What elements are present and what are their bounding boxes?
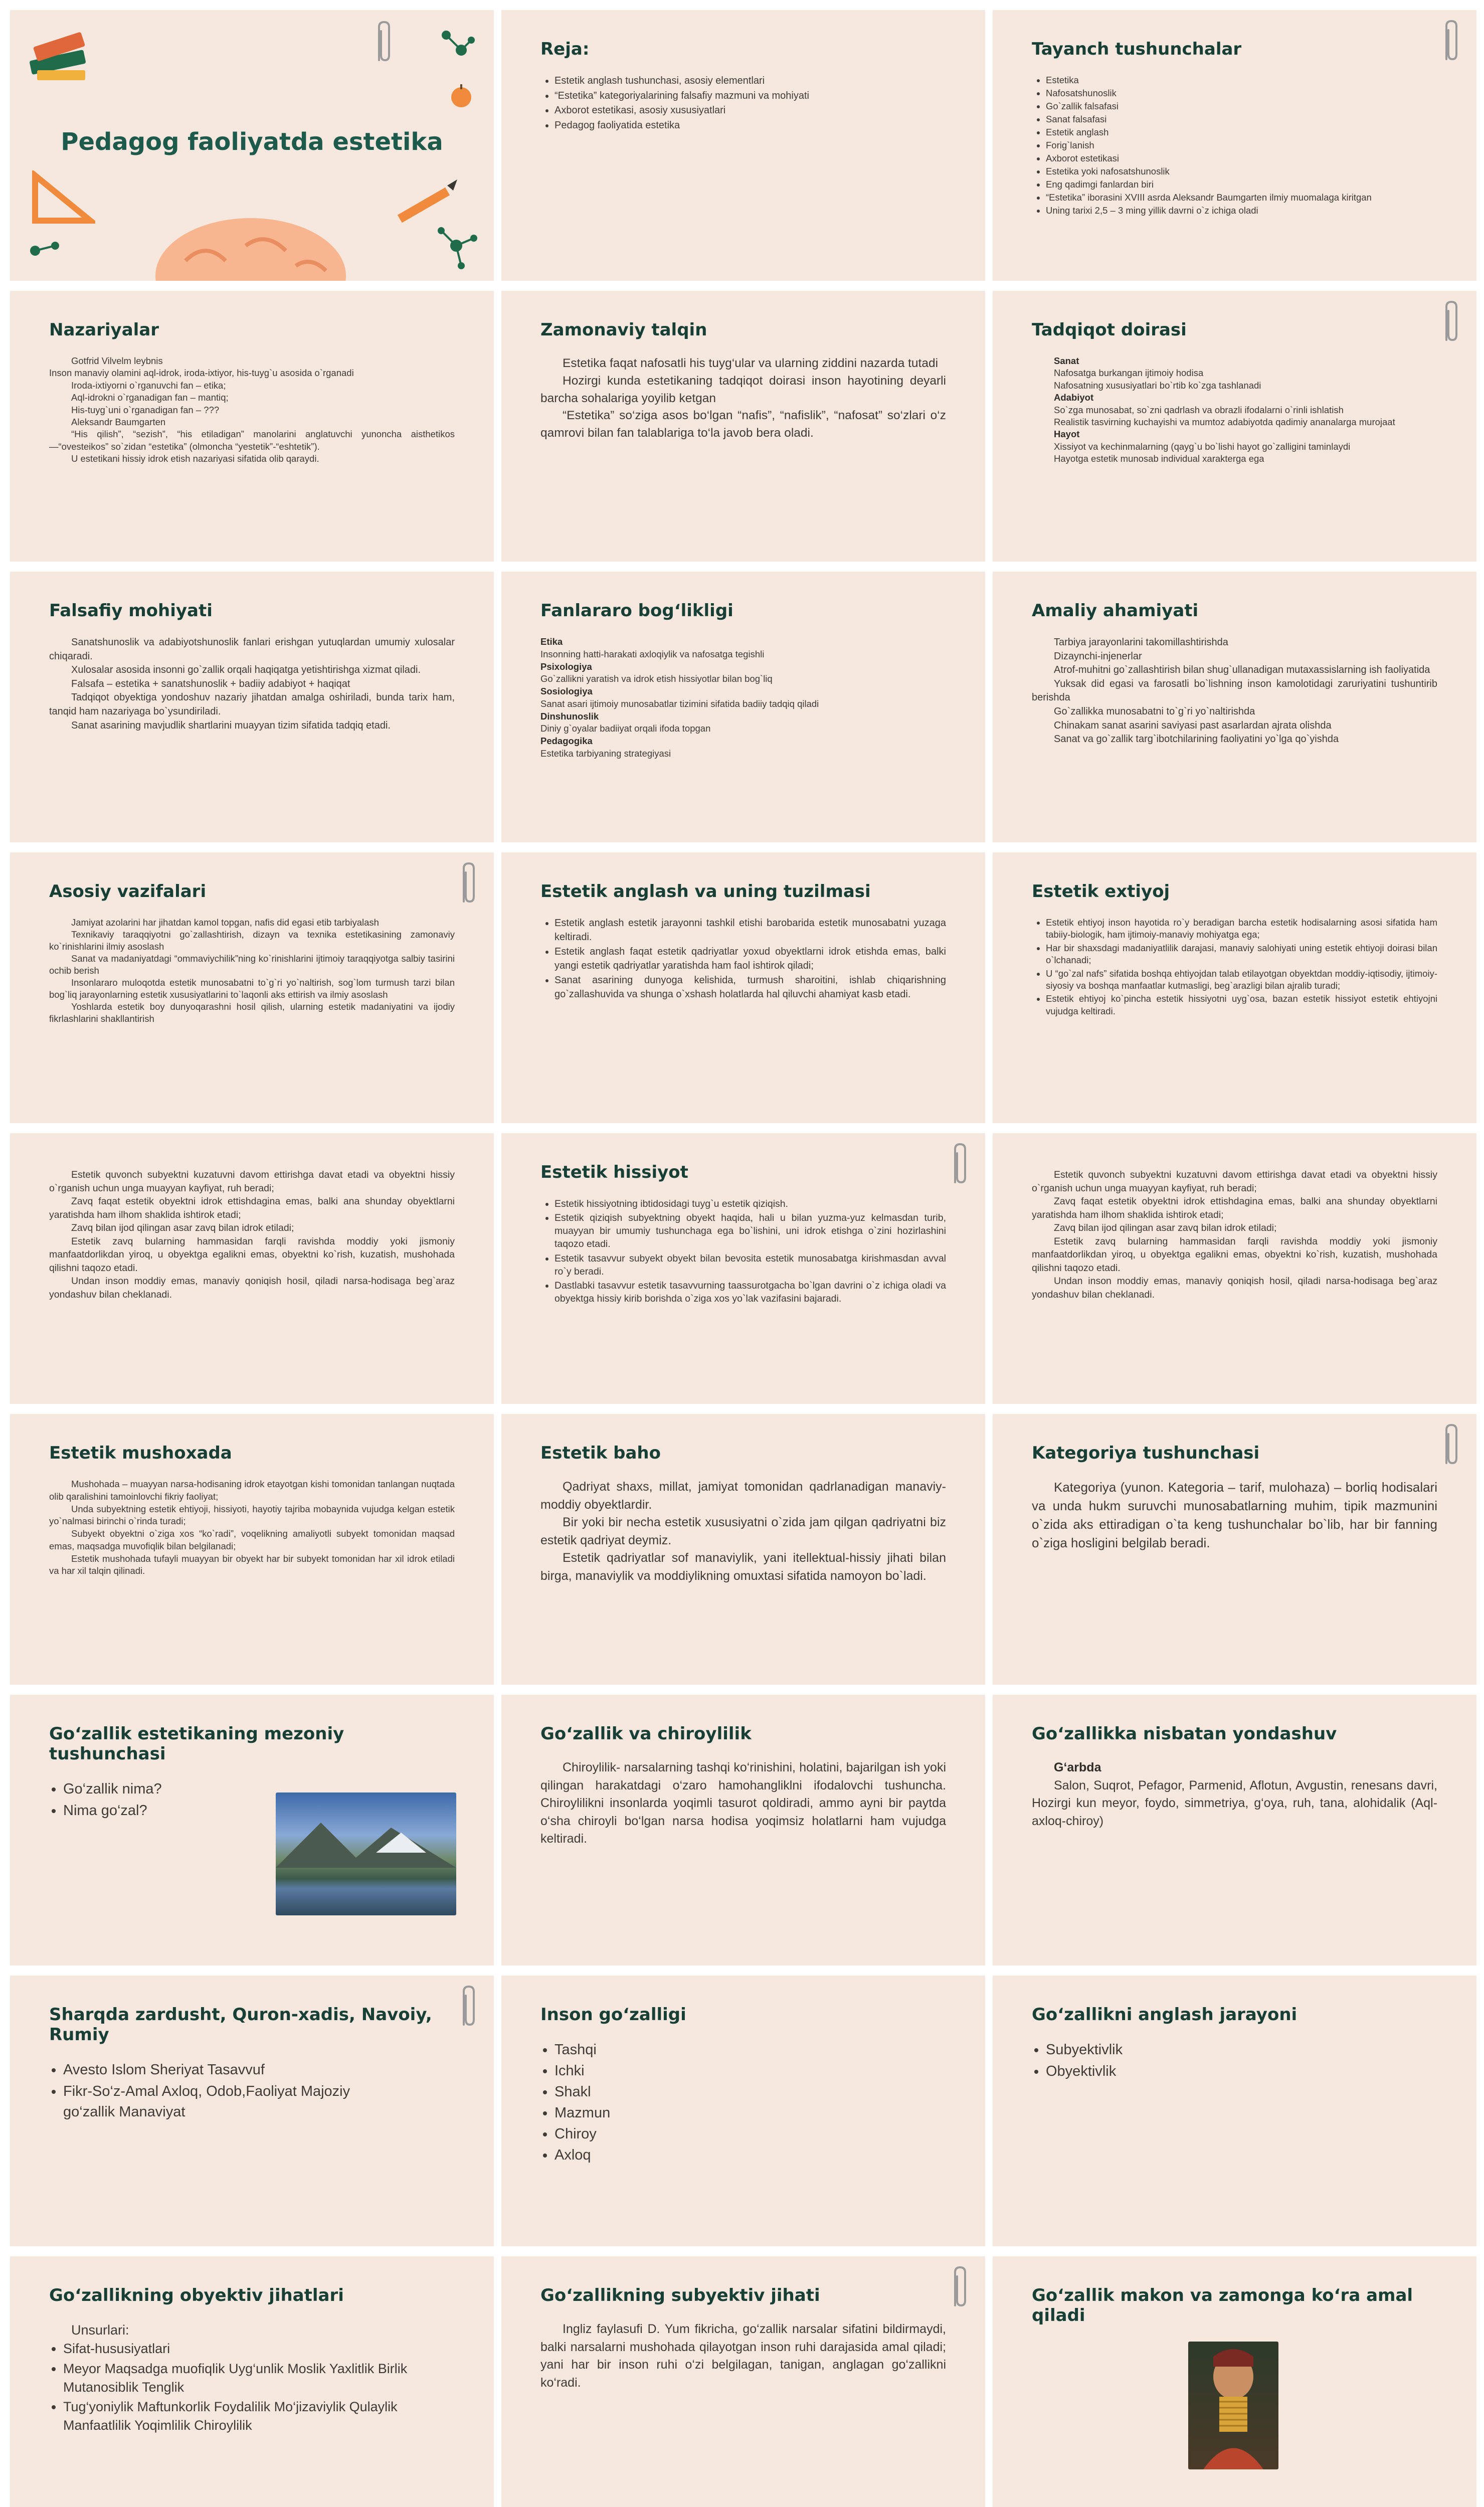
slide-body: Etika Insonning hatti-harakati axloqiylik va nafosatga tegishli Psixologiya Go`zallikni yaratish va idrok etish hissiyotlar bilan bog`liq Sosiologiya Sanat asari ijtimoiy munosabatlar tizimini sifatida badiiy tadqiq qiladi Dinshunoslik Diniy g`oyalar badiiyat orqali ifoda topgan Pedagogika Estetika tarbiyaning strategiyasi — [540, 636, 819, 759]
slide-title: Inson go‘zalligi — [540, 2005, 686, 2025]
paperclip-icon — [1438, 300, 1462, 343]
slide-estetik-extiyoj — [993, 852, 1476, 1123]
list-item: • Estetika yoki nafosatshunoslik — [1046, 165, 1437, 177]
list-item: • Ichki — [554, 2061, 946, 2081]
paperclip-icon — [947, 1142, 971, 1185]
bullet-list — [540, 74, 946, 132]
slide-cover — [10, 10, 494, 281]
slide-body: Kategoriya (yunon. Kategoria – tarif, mulohaza) – borliq hodisalari va unda hukm suruvchi munosabatlarning muhim, tipik mazmunini o`zida aks ettiradigan o`ta keng tushunchalar bo`lib, har bir fanning o`ziga hosligini belgilab beradi. — [1032, 1480, 1437, 1550]
slide-body: Estetik quvonch subyektni kuzatuvni davom ettirishga davat etadi va obyektni hissiy o`rganish uchun unga muayyan kayfiyat, ruh beradi; Zavq faqat estetik obyektni idrok ettishdagina emas, balki ana shunday obyektlarni yaratishda ham ilhom shaklida ishtirok etadi; Zavq bilan ijod qilingan asar zavq bilan idrok etiladi; Estetik zavq bularning hammasidan farqli ravishda moddiy yoki jismoniy manfaatdorlikdan yiroq, u obyektga egalikni emas, obyektni ko`rish, kuzatish, mushohada qilishni taqozo etadi. Undan inson moddiy emas, manaviy qoniqish hosil, qiladi narsa-hodisaga beg`araz yondashuv bilan cheklanadi. — [49, 1169, 455, 1300]
slide-estetik-anglash — [501, 852, 985, 1123]
slide-body: Estetik quvonch subyektni kuzatuvni davom ettirishga davat etadi va obyektni hissiy o`rganish uchun unga muayyan kayfiyat, ruh beradi; Zavq faqat estetik obyektni idrok ettishdagina emas, balki ana shunday obyektlarni yaratishda ham ilhom shaklida ishtirok etadi; Zavq bilan ijod qilingan asar zavq bilan idrok etiladi; Estetik zavq bularning hammasidan farqli ravishda moddiy yoki jismoniy manfaatdorlikdan yiroq, u obyektga egalikni emas, obyektni ko`rish, kuzatish, mushohada qilishni taqozo etadi. Undan inson moddiy emas, manaviy qoniqish hosil, qiladi narsa-hodisaga beg`araz yondashuv bilan cheklanadi. — [1032, 1169, 1437, 1300]
slide-fanlararo — [501, 572, 985, 842]
slide-tayanch — [993, 10, 1476, 281]
list-item: • Estetik hissiyotning ibtidosidagi tuyg`u estetik qiziqish. — [554, 1197, 946, 1210]
list-item: • Har bir shaxsdagi madaniyatlilik darajasi, manaviy salohiyati uning estetik ehtiyoji doirasi bilan o`lchanadi; — [1046, 942, 1437, 967]
list-item: • “Estetika” iborasini XVIII asrda Aleksandr Baumgarten ilmiy muomalaga kiritgan — [1046, 192, 1437, 204]
bullet-list — [540, 917, 946, 1002]
bullet-list — [1032, 74, 1437, 217]
slide-body: Unsurlari: — [71, 2322, 129, 2338]
list-item: • Go‘zallik nima? — [63, 1779, 455, 1800]
slide-tadqiqot-doirasi — [993, 291, 1476, 562]
slide-estetik-quvonch-2 — [993, 1133, 1476, 1404]
list-item: • Estetik anglash faqat estetik qadriyatlar yoxud obyektlarni idrok etishda emas, balki yangi estetik qadriyatlar yaratishda ham faol ishtirok qiladi; — [554, 945, 946, 973]
slide-title: Estetik extiyoj — [1032, 881, 1170, 902]
list-item: • “Estetika” kategoriyalarining falsafiy mazmuni va mohiyati — [554, 89, 946, 103]
list-item: • Meyor Maqsadga muofiqlik Uyg‘unlik Moslik Yaxlitlik Birlik Mutanosiblik Tenglik — [63, 2360, 455, 2397]
ruler-triangle-icon — [30, 170, 95, 226]
paperclip-icon — [456, 1985, 480, 2028]
list-item: • Obyektivlik — [1046, 2061, 1437, 2082]
slide-title: Go‘zallik va chiroylilik — [540, 1724, 752, 1744]
list-item: • Estetik qiziqish subyektning obyekt haqida, hali u bilan yuzma-yuz kelmasdan turib, muayyan bir umumiy tushunchaga ega bo`lishini, uni idrok etishga o`zini hozirlashini taqozo etadi. — [554, 1211, 946, 1250]
slide-body: Chiroylilik- narsalarning tashqi ko‘rinishini, holatini, bajarilgan ish yoki qilingan harakatdagi o‘zaro hamohangliklni ifodalovchi tushuncha. Chiroylilikni insonlarda yoqimli tasurot qoldiradi, ammo ayni bir paytda o‘sha chiroyli bo‘lgan narsa hodisa yoqimsiz holatlarni ham vujudga keltiradi. — [540, 1760, 946, 1846]
paperclip-icon — [1438, 19, 1462, 62]
books-icon — [25, 25, 90, 85]
slide-title: Go‘zallik estetikaning mezoniy tushunchasi — [49, 1724, 344, 1764]
slide-gozallik-yondashuv — [993, 1695, 1476, 1965]
slide-title: Estetik hissiyot — [540, 1162, 688, 1182]
slide-title: Zamonaviy talqin — [540, 320, 707, 340]
slide-gozallik-mezoniy — [10, 1695, 494, 1965]
list-item: • Estetik ehtiyoj ko`pincha estetik hissiyotni uyg`osa, bazan estetik hissiyot estetik ehtiyojni vujudga keltiradi. — [1046, 993, 1437, 1017]
slide-title: Go‘zallikni anglash jarayoni — [1032, 2005, 1297, 2025]
slide-body: Estetika faqat nafosatli his tuyg‘ular va ularning ziddini nazarda tutadi Hozirgi kunda estetikaning tadqiqot doirasi inson hayotining deyarli barcha sohalariga yoyilib ketgan “Estetika” so‘ziga asos bo‘lgan “nafis”, “nafislik”, “nafosat” so‘zlari o‘z qamrovi bilan fan talablariga to‘la javob bera oladi. — [540, 356, 946, 440]
slide-inson-gozalligi — [501, 1976, 985, 2246]
slide-title: Tayanch tushunchalar — [1032, 39, 1242, 59]
list-item: • Go`zallik falsafasi — [1046, 100, 1437, 112]
list-item: • Axborot estetikasi, asosiy xususiyatlari — [554, 104, 946, 118]
slide-obyektiv-jihatlari — [10, 2256, 494, 2507]
slide-title: Go‘zallikning subyektiv jihati — [540, 2285, 820, 2305]
list-item: • U “go`zal nafs” sifatida boshqa ehtiyojdan talab etilayotgan obyektdan moddiy-iqtisodiy, ijtimoiy-siyosiy va boshqa manfaatlar kutmasligi, beg`arazligi bilan ajralib turadi; — [1046, 968, 1437, 992]
slide-title: Reja: — [540, 39, 590, 59]
slide-body: Gotfrid Vilvelm leybnis Inson manaviy olamini aql-idrok, iroda-ixtiyor, his-tuyg`u asosida o`rganadi Iroda-ixtiyorni o`rganuvchi fan – etika; Aql-idrokni o`rganadigan fan – mantiq; His-tuyg`uni o`rganadigan fan – ??? Aleksandr Baumgarten “His qilish”, “sezish”, “his etiladigan” manolarini anglatuvchi yunoncha aisthetikos—“ovesteikos” so`zidan “estetika” (olmoncha “yestetik”-“eshtetik”). U estetikani hissiy idrok etish nazariyasi sifatida olib qaraydi. — [49, 355, 455, 464]
slide-body: G‘arbda Salon, Suqrot, Pefagor, Parmenid, Aflotun, Avgustin, renesans davri, Hozirgi kun meyor, foydo, simmetriya, g‘oya, ruh, tana, alohidalik (Aql-axloq-chiroy) — [1032, 1760, 1437, 1828]
list-item: • Chiroy — [554, 2124, 946, 2144]
slide-gozallikni-anglash — [993, 1976, 1476, 2246]
slide-body: Qadriyat shaxs, millat, jamiyat tomonidan qadrlanadigan manaviy-moddiy obyektlardir. Bir yoki bir necha estetik xususiyatni o`zida jam qilgan qadriyatni biz estetik qadriyat deymiz. Estetik qadriyatlar sof manaviylik, yani itellektual-hissiy jihati bilan birga, manaviylik va moddiylikning omuxtasi sifatida namoyon bo`ladi. — [540, 1480, 946, 1583]
slide-subyektiv-jihati — [501, 2256, 985, 2507]
list-item: • Dastlabki tasavvur estetik tasavvurning taassurotgacha bo`lgan davrini o`z ichiga oladi va obyektga hissiy kirib borishda o`ziga xos yo`lak vazifasini bajaradi. — [554, 1279, 946, 1305]
slide-body: Tarbiya jarayonlarini takomillashtirishda Dizaynchi-injenerlar Atrof-muhitni go`zallashtirish bilan shug`ullanadigan mutaxassislarning ish faoliyatida Yuksak did egasi va farosatli bo`lishning inson kamolotidagi zaruriyatini tushuntirib berishda Go`zallikka munosabatni to`g`ri yo`naltirishda Chinakam sanat asarini saviyasi past asarlardan ajrata olishda Sanat va go`zallik targ`ibotchilarining faoliyatini yo`lga qo`yishda — [1032, 637, 1437, 745]
list-item: • Estetik ehtiyoj inson hayotida ro`y beradigan barcha estetik hodisalarning asosi sifatida ham tabiiy-biologik, ham ijtimoiy-manaviy mohiyatga ega; — [1046, 917, 1437, 941]
slide-title: Fanlararo bog‘likligi — [540, 601, 733, 621]
slide-body: Sanatshunoslik va adabiyotshunoslik fanlari erishgan yutuqlardan umumiy xulosalar chiqaradi. Xulosalar asosida insonni go`zallik orqali haqiqatga yetishtirishga xizmat qiladi. Falsafa – estetika + sanatshunoslik + badiiy adabiyot + haqiqat Tadqiqot obyektiga yondoshuv nazariy jihatdan amalga oshiriladi, bunda tarix ham, tanqid ham nazariyaga bo`ysundiriladi. Sanat asarining mavjudlik shartlarini muayyan tizim sifatida tadqiq etadi. — [49, 637, 455, 731]
paperclip-icon — [1438, 1423, 1462, 1466]
slide-title: Amaliy ahamiyati — [1032, 601, 1199, 621]
slide-reja — [501, 10, 985, 281]
slide-gozallik-chiroylilik — [501, 1695, 985, 1965]
slide-title: Estetik baho — [540, 1443, 661, 1463]
list-item: • Estetik anglash estetik jarayonni tashkil etishi barobarida estetik munosabatni yuzaga keltiradi. — [554, 917, 946, 944]
paperclip-icon — [456, 861, 480, 905]
slide-amaliy-ahamiyati — [993, 572, 1476, 842]
paperclip-icon — [947, 2265, 971, 2308]
slide-title: Sharqda zardusht, Quron-xadis, Navoiy, Rumiy — [49, 2005, 432, 2045]
molecule-icon-3 — [431, 221, 481, 271]
list-item: • Estetik anglash — [1046, 126, 1437, 138]
slide-body: Ingliz faylasufi D. Yum fikricha, go‘zallik narsalar sifatini bildirmaydi, balki narsalarni mushohada qilayotgan inson ruhi darajasida amal qiladi; yani har bir inson ruhi o‘zi belgilagan, tanigan, anglagan go‘zallikni ko‘radi. — [540, 2322, 946, 2390]
bullet-list — [1032, 2040, 1437, 2082]
slide-estetik-quvonch — [10, 1133, 494, 1404]
slide-title: Go‘zallik makon va zamonga ko‘ra amal qiladi — [1032, 2285, 1413, 2325]
cover-title: Pedagog faoliyatda estetika — [61, 128, 443, 156]
list-item: • Eng qadimgi fanlardan biri — [1046, 178, 1437, 191]
slide-title: Falsafiy mohiyati — [49, 601, 213, 621]
list-item: • Tug‘yoniylik Maftunkorlik Foydalilik Mo‘jizaviylik Qulaylik Manfaatlilik Yoqimlilik Chiroylilik — [63, 2398, 455, 2435]
list-item: • Sanat falsafasi — [1046, 113, 1437, 125]
apple-icon — [446, 80, 476, 110]
slide-title: Tadqiqot doirasi — [1032, 320, 1187, 340]
bullet-list — [49, 2060, 384, 2123]
slide-title: Nazariyalar — [49, 320, 159, 340]
slide-body: Sanat Nafosatga burkangan ijtimoiy hodisa Nafosatning xususiyatlari bo`rtib ko`zga tashlanadi Adabiyot So`zga munosabat, so`zni qadrlash va obrazli ifodalarni o`rinli ishlatish Realistik tasvirning kuchayishi va mumtoz adabiyotda qadimiy ananalarga murojaat Hayot Xissiyot va kechinmalarning (qayg`u bo`lishi hayot go`zalligini taminlaydi Hayotga estetik munosab individual xarakterga ega — [1054, 355, 1395, 464]
slide-estetik-hissiyot — [501, 1133, 985, 1404]
list-item: • Estetika — [1046, 74, 1437, 86]
slide-title: Asosiy vazifalari — [49, 881, 207, 902]
list-item: • Shakl — [554, 2082, 946, 2102]
bullet-list — [49, 2340, 455, 2435]
list-item: • Subyektivlik — [1046, 2040, 1437, 2060]
slide-title: Go‘zallikning obyektiv jihatlari — [49, 2285, 344, 2305]
list-item: • Avesto Islom Sheriyat Tasavvuf — [63, 2060, 384, 2080]
list-item: • Nafosatshunoslik — [1046, 87, 1437, 99]
slide-makon-zamon — [993, 2256, 1476, 2507]
slide-nazariyalar — [10, 291, 494, 562]
slide-asosiy-vazifalari — [10, 852, 494, 1123]
list-item: • Uning tarixi 2,5 – 3 ming yillik davrni o`z ichiga oladi — [1046, 205, 1437, 217]
list-item: • Fikr-So‘z-Amal Axloq, Odob,Faoliyat Majoziy go‘zallik Manaviyat — [63, 2081, 384, 2122]
list-item: • Sanat asarining dunyoga kelishida, turmush sharoitini, ishlab chiqarishning go`zallashuvida va shunga o`xshash holatlarda hal qiluvchi ahamiyat kasb etadi. — [554, 974, 946, 1001]
list-item: • Tashqi — [554, 2040, 946, 2060]
bullet-list — [1032, 917, 1437, 1017]
list-item: • Estetik anglash tushunchasi, asosiy elementlari — [554, 74, 946, 88]
portrait-woman-image — [1188, 2342, 1278, 2469]
slide-title: Estetik anglash va uning tuzilmasi — [540, 881, 871, 902]
slide-body: Mushohada – muayyan narsa-hodisaning idrok etayotgan kishi tomonidan tanlangan nuqtada olib qaralishini tamoinlovchi fikriy faoliyat; Unda subyektning estetik ehtiyoji, hissiyoti, hayotiy tajriba mobaynida vujudga kelgan estetik yo`nalmasi birinchi o`rinda turadi; Subyekt obyektni o`ziga xos “ko`radi”, voqelikning amaliyotli subyekt tomonidan maqsad emas, maqsadga muvofiqlik bilan belgilanadi; Estetik mushohada tufayli muayyan bir obyekt har bir subyekt tomonidan har xil idrok etiladi va har xil talqin qilinadi. — [49, 1479, 455, 1576]
paperclip-icon — [371, 20, 395, 63]
list-item: • Nima go‘zal? — [63, 1801, 455, 1821]
slide-title: Estetik mushoxada — [49, 1443, 232, 1463]
slide-estetik-mushoxada — [10, 1414, 494, 1685]
list-item: • Estetik tasavvur subyekt obyekt bilan bevosita estetik munosabatga kirishmasdan avval ro`y beradi. — [554, 1252, 946, 1278]
list-item: • Sifat-hususiyatlari — [63, 2340, 455, 2358]
list-item: • Forig`lanish — [1046, 139, 1437, 151]
brain-icon — [145, 201, 356, 281]
landscape-lake-image — [276, 1793, 456, 1915]
slide-body: Jamiyat azolarini har jihatdan kamol topgan, nafis did egasi etib tarbiyalash Texnikaviy taraqqiyotni go`zallashtirish, dizayn va texnika estetikasining zamonaviy ko`rinishlarini ilmiy asoslash Sanat va madaniyatdagi “ommaviychilik”ning ko`rinishlarini ijtimoiy taraqqiyotga salbiy tasirini ochib berish Insonlararo muloqotda estetik munosabatni to`g`ri yo`naltirish, sog`lom turmush tarzi bilan bog`liq jarayonlarning estetik xususiyatlarini to`laqonli aks ettirish va ilmiy asoslash Yoshlarda estetik boy dunyoqarashni hosil qilish, ularning estetik madaniyatini va ijodiy fikrlashlarini shakllantirish — [49, 917, 455, 1024]
bullet-list — [540, 2040, 946, 2165]
molecule-icon-2 — [25, 231, 65, 271]
slide-title: Kategoriya tushunchasi — [1032, 1443, 1260, 1463]
list-item: • Axborot estetikasi — [1046, 152, 1437, 164]
slide-estetik-baho — [501, 1414, 985, 1685]
list-item: • Axloq — [554, 2145, 946, 2165]
list-item: • Mazmun — [554, 2103, 946, 2123]
slide-falsafiy-mohiyati — [10, 572, 494, 842]
slide-zamonaviy-talqin — [501, 291, 985, 562]
list-item: • Pedagog faoliyatida estetika — [554, 119, 946, 133]
slide-kategoriya — [993, 1414, 1476, 1685]
slide-title: Go‘zallikka nisbatan yondashuv — [1032, 1724, 1337, 1744]
slide-sharqda — [10, 1976, 494, 2246]
molecule-icon — [436, 25, 476, 65]
bullet-list — [540, 1197, 946, 1305]
